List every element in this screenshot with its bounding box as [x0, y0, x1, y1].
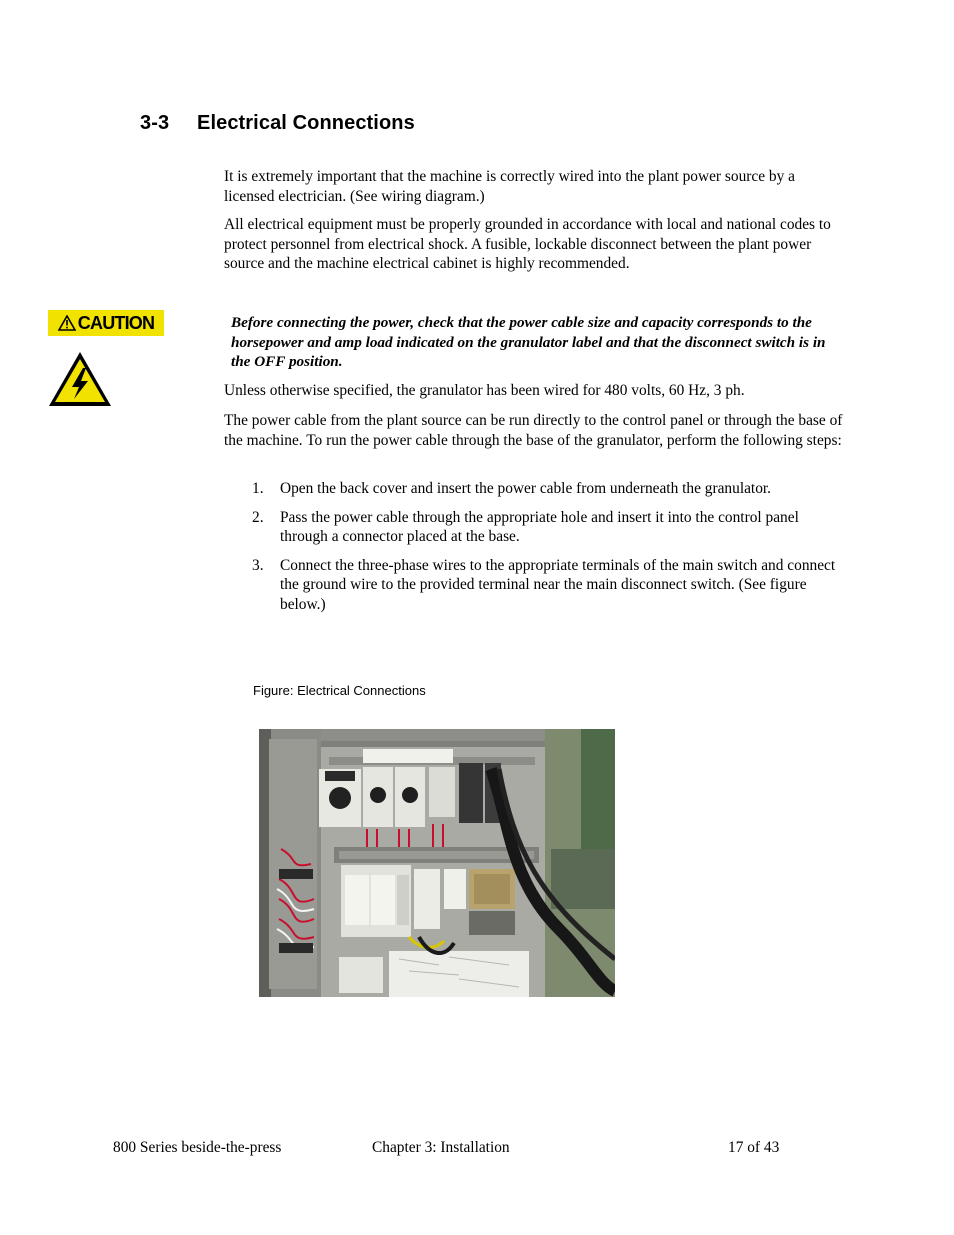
step-number: 1. — [252, 480, 264, 497]
power-cable-paragraph: The power cable from the plant source can be run directly to the control panel or through the base of the machine. To run the power cable through the base of the granulator, perform the following steps: — [224, 412, 843, 449]
caution-label: CAUTION — [77, 312, 155, 333]
list-item — [252, 508, 846, 547]
list-item — [252, 556, 846, 615]
step-number: 2. — [252, 508, 264, 526]
footer-left: 800 Series beside-the-press — [113, 1139, 282, 1156]
footer-right: 17 of 43 — [728, 1139, 780, 1156]
steps-list — [252, 479, 846, 624]
list-item — [252, 479, 846, 499]
section-heading — [140, 112, 415, 135]
step-text: Open the back cover and insert the power cable from underneath the granulator. — [280, 480, 772, 497]
section-number: 3-3 — [140, 112, 170, 134]
figure-caption: Figure: Electrical Connections — [253, 683, 426, 698]
caution-text: Before connecting the power, check that the power cable size and capacity corresponds to the horsepower and amp load indicated on the granulator label and that the disconnect switch is in the OFF position. — [231, 314, 826, 371]
caution-badge — [48, 310, 164, 336]
step-text: Pass the power cable through the appropriate hole and insert it into the control panel through a connector placed at the base. — [280, 508, 799, 546]
electrical-cabinet-photo — [259, 729, 615, 997]
step-number: 3. — [252, 556, 264, 574]
warning-triangle-icon — [58, 315, 76, 331]
intro-paragraph-2: All electrical equipment must be properly grounded in accordance with local and national codes to protect personnel from electrical shock. A fusible, lockable disconnect between the plant power source and the machine electrical cabinet is highly recommended. — [224, 216, 831, 273]
intro-paragraph-1: It is extremely important that the machine is correctly wired into the plant power source by a licensed electrician. (See wiring diagram.) — [224, 168, 795, 205]
section-title: Electrical Connections — [197, 112, 415, 134]
step-text: Connect the three-phase wires to the appropriate terminals of the main switch and connect the ground wire to the provided terminal near the main disconnect switch. (See figure below.) — [280, 556, 836, 613]
voltage-paragraph: Unless otherwise specified, the granulator has been wired for 480 volts, 60 Hz, 3 ph. — [224, 382, 745, 399]
electrical-hazard-icon — [47, 350, 113, 408]
footer-center: Chapter 3: Installation — [372, 1139, 510, 1156]
